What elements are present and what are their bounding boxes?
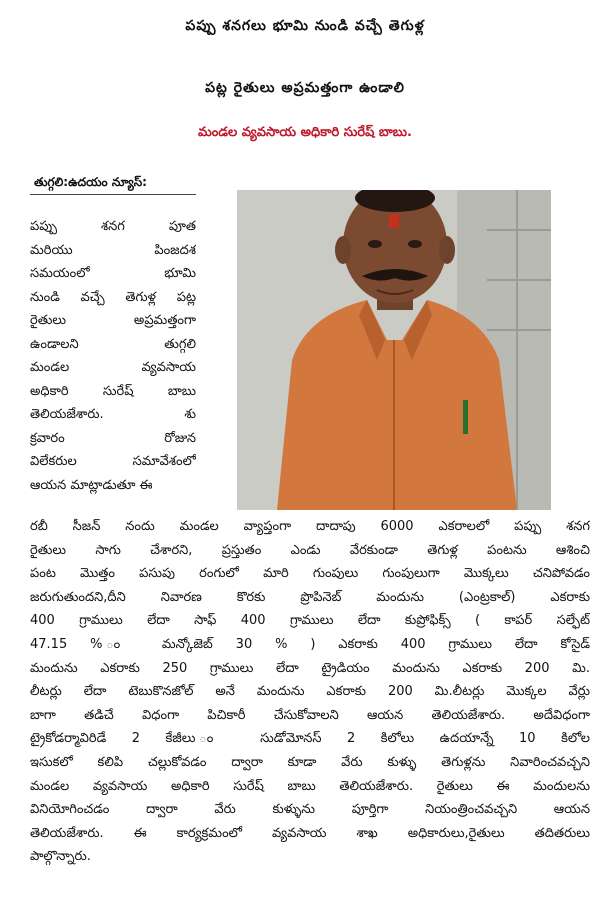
body-line: తెలియజేశారు. ఈ కార్యక్రమంలో వ్యవసాయ శాఖ అధికారులు,రైతులు తదితరులు <box>30 825 590 841</box>
headline-line-2: పట్ల రైతులు అప్రమత్తంగా ఉండాలి <box>205 80 405 96</box>
body-line: లీటర్లు లేదా టెబుకొనజోల్ అనే మందును ఎకరాకు 200 మి.లీటర్లు మొక్కల వేర్లు <box>30 684 590 700</box>
column-line: సమయంలో భూమి <box>30 266 196 281</box>
narrow-column-text <box>30 215 196 497</box>
officer-photo <box>237 190 551 510</box>
body-line: రైతులు సాగు చేశారని, ప్రస్తుతం ఎండు వేరకుండా తెగుళ్ల పంటను ఆశించి <box>30 542 590 558</box>
column-line: క్రవారం రోజున <box>30 430 196 446</box>
body-line: వినియోగించడం ద్వారా వేరు కుళ్ళును పూర్తిగా నియంత్రించవచ్చని ఆయన <box>30 802 590 818</box>
officer-portrait-illustration <box>237 190 551 510</box>
dateline-underline <box>30 194 196 195</box>
body-line: ఇసుకలో కలిపి చల్లుకోవడం ద్వారా కూడా వేరు కుళ్ళు తెగుళ్లను నివారించవచ్చని <box>30 754 590 770</box>
body-line: బాగా తడిచే విధంగా పిచికారీ చేసుకోవాలని ఆయన తెలియజేశారు. అదేవిధంగా <box>30 707 590 723</box>
body-line: ట్రైకోడర్మావిరిడే 2 కేజీలు ం సుడోమోనస్ 2 కిలోలు ఉదయాన్నే 10 కిలోల <box>30 731 590 747</box>
column-line: అధికారి సురేష్ బాబు <box>30 383 196 399</box>
body-line: మందును ఎకరాకు 250 గ్రాములు లేదా ట్రైడియం మందును ఎకరాకు 200 మి. <box>30 660 590 676</box>
column-line: ఉండాలని తుగ్గలి <box>30 336 196 352</box>
body-line: జరుగుతుందని,దీని నివారణ కొరకు ప్రొపినెబ్ మందును (ఎంట్రకాల్) ఎకరాకు <box>30 589 590 605</box>
column-line: తెలియజేశారు. శు <box>30 407 196 422</box>
body-line: రబీ సీజన్ నందు మండల వ్యాప్తంగా దాదాపు 6000 ఎకరాలలో పప్పు శనగ <box>30 519 590 534</box>
column-line: మండల వ్యవసాయ <box>30 360 196 375</box>
column-line: విలేకరుల సమావేశంలో <box>30 454 196 469</box>
full-width-body-text <box>30 515 590 869</box>
body-line: మండల వ్యవసాయ అధికారి సురేష్ బాబు తెలియజేశారు. రైతులు ఈ మందులను <box>30 778 590 794</box>
column-line: రైతులు అప్రమత్తంగా <box>30 313 196 328</box>
dateline: తుగ్గలి:ఉదయం న్యూస్: <box>34 175 147 189</box>
column-line: మరియు పింజదశ <box>30 242 196 258</box>
body-line: పంట మొత్తం పసుపు రంగులో మారి గుంపులు గుంపులుగా మొక్కలు చనిపోవడం <box>30 566 590 582</box>
column-line: ఆయన మాట్లాడుతూ ఈ <box>30 477 153 493</box>
column-line: పప్పు శనగ పూత <box>30 219 196 234</box>
column-line: నుండి వచ్చే తెగుళ్ల పట్ల <box>30 289 196 305</box>
body-line: 47.15 % ం మన్కోజెబ్ 30 % ) ఎకరాకు 400 గ్రాములు లేదా కోసైడ్ <box>30 636 590 652</box>
body-line: పాల్గొన్నారు. <box>30 849 91 865</box>
subheadline: మండల వ్యవసాయ అధికారి సురేష్ బాబు. <box>198 125 412 140</box>
headline-line-1: పప్పు శనగలు భూమి నుండి వచ్చే తెగుళ్ల <box>185 18 425 34</box>
body-line: 400 గ్రాములు లేదా సాఫ్ 400 గ్రాములు లేదా కుప్రోఫిక్స్ ( కాపర్ సల్ఫేట్ <box>30 613 590 629</box>
